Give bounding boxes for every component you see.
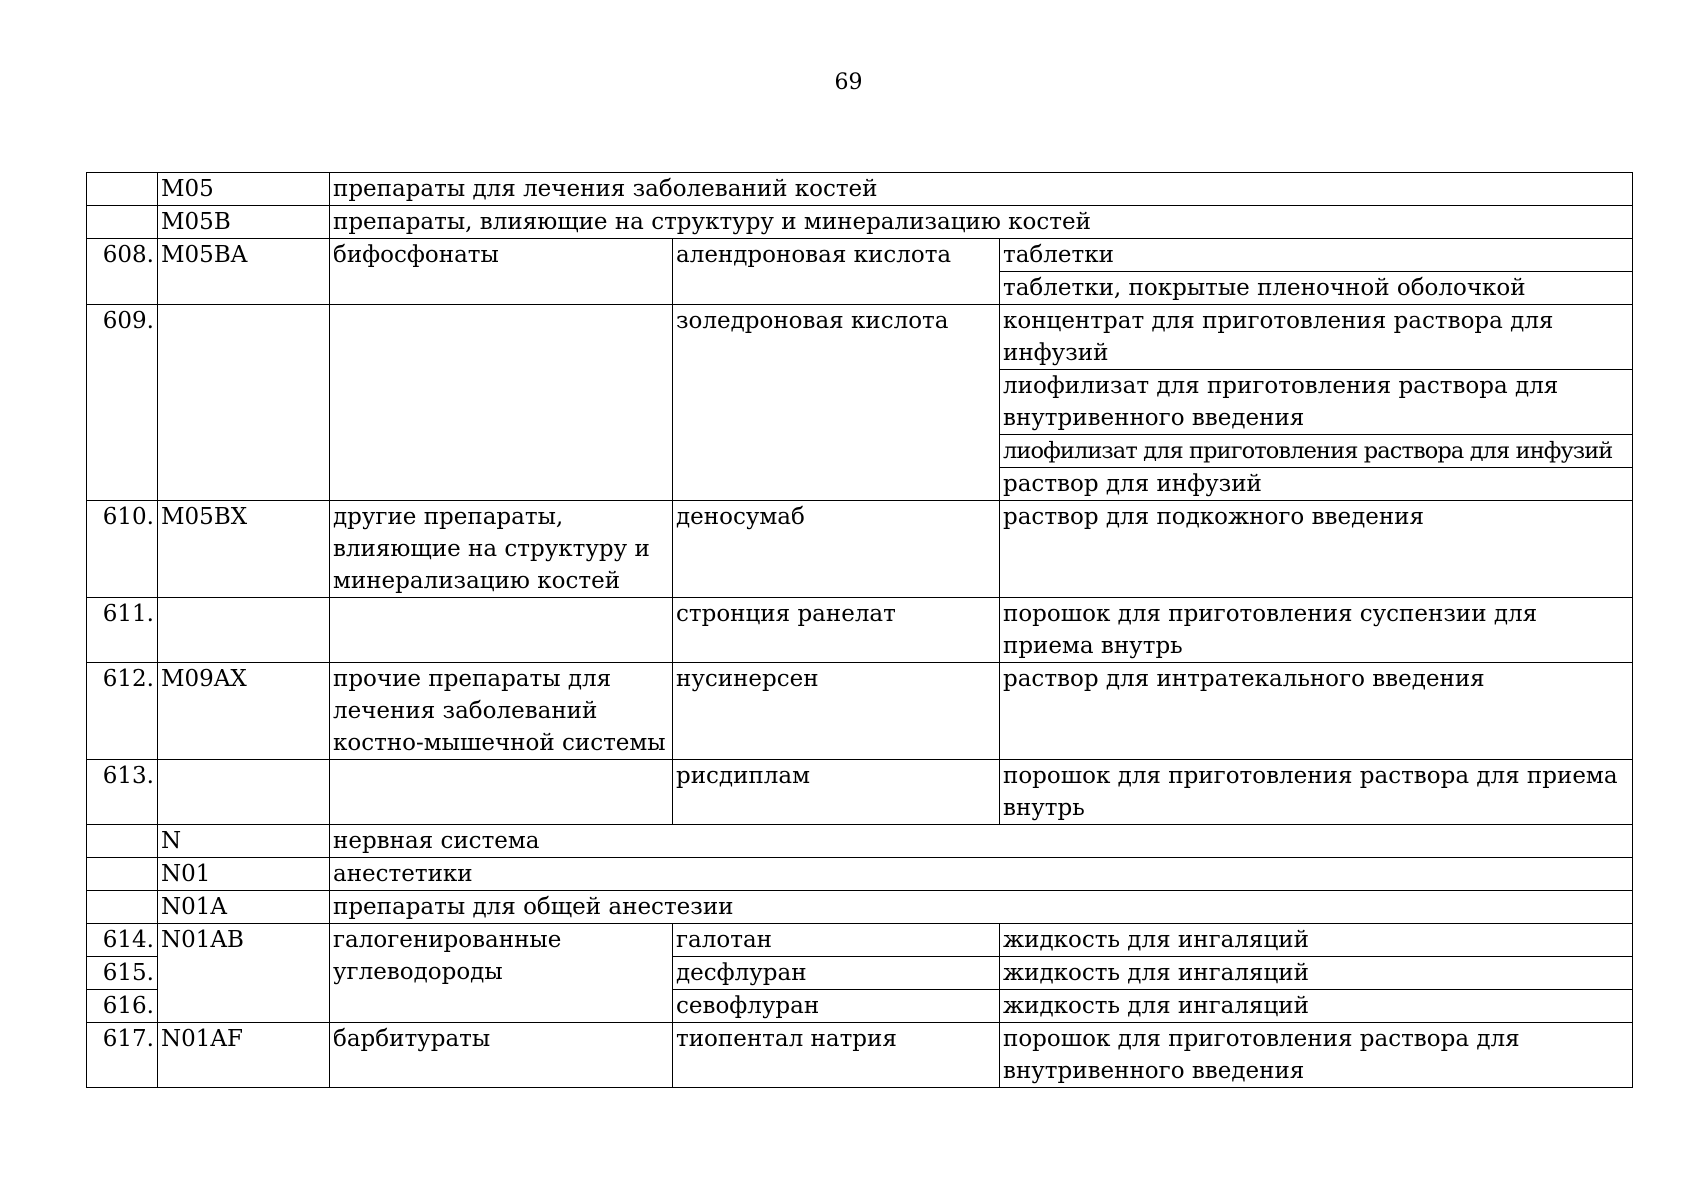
drug-name-cell: алендроновая кислота xyxy=(673,239,1000,305)
drug-name-cell: десфлуран xyxy=(673,957,1000,990)
row-number-cell xyxy=(87,891,158,924)
row-number-cell xyxy=(87,858,158,891)
drug-name-cell: рисдиплам xyxy=(673,760,1000,825)
medication-table xyxy=(86,172,1633,1088)
row-number-cell: 614. xyxy=(87,924,158,957)
dosage-form-cell: таблетки xyxy=(1000,239,1633,272)
drug-name-cell: севофлуран xyxy=(673,990,1000,1023)
table-row xyxy=(87,598,1633,663)
drug-name-cell: деносумаб xyxy=(673,501,1000,598)
table-row xyxy=(87,924,1633,957)
atc-code-cell xyxy=(158,305,330,501)
dosage-form-cell: лиофилизат для приготовления раствора для инфузий xyxy=(1000,435,1633,468)
row-number-cell: 611. xyxy=(87,598,158,663)
group-cell xyxy=(330,598,673,663)
group-cell: нервная система xyxy=(330,825,1633,858)
atc-code-cell: M05BX xyxy=(158,501,330,598)
row-number-cell: 610. xyxy=(87,501,158,598)
atc-code-cell: M05 xyxy=(158,173,330,206)
dosage-form-cell: порошок для приготовления раствора для внутривенного введения xyxy=(1000,1023,1633,1088)
atc-code-cell: N01 xyxy=(158,858,330,891)
row-number-cell xyxy=(87,173,158,206)
group-cell: анестетики xyxy=(330,858,1633,891)
atc-code-cell: M09AX xyxy=(158,663,330,760)
atc-code-cell: M05BA xyxy=(158,239,330,305)
group-cell: другие препараты, влияющие на структуру и минерализацию костей xyxy=(330,501,673,598)
table-row xyxy=(87,891,1633,924)
dosage-form-cell: жидкость для ингаляций xyxy=(1000,990,1633,1023)
group-cell xyxy=(330,305,673,501)
dosage-form-cell: раствор для инфузий xyxy=(1000,468,1633,501)
row-number-cell: 615. xyxy=(87,957,158,990)
dosage-form-cell: раствор для подкожного введения xyxy=(1000,501,1633,598)
atc-code-cell: N01AF xyxy=(158,1023,330,1088)
table-row xyxy=(87,825,1633,858)
drug-name-cell: галотан xyxy=(673,924,1000,957)
group-cell: прочие препараты для лечения заболеваний костно-мышечной системы xyxy=(330,663,673,760)
dosage-form-cell: концентрат для приготовления раствора для инфузий xyxy=(1000,305,1633,370)
group-cell: препараты для общей анестезии xyxy=(330,891,1633,924)
dosage-form-cell: таблетки, покрытые пленочной оболочкой xyxy=(1000,272,1633,305)
drug-name-cell: тиопентал натрия xyxy=(673,1023,1000,1088)
atc-code-cell xyxy=(158,760,330,825)
dosage-form-cell: раствор для интратекального введения xyxy=(1000,663,1633,760)
page-number: 69 xyxy=(834,70,863,95)
group-cell: бифосфонаты xyxy=(330,239,673,305)
drug-name-cell: стронция ранелат xyxy=(673,598,1000,663)
atc-code-cell: N01A xyxy=(158,891,330,924)
row-number-cell: 616. xyxy=(87,990,158,1023)
dosage-form-cell: порошок для приготовления суспензии для приема внутрь xyxy=(1000,598,1633,663)
row-number-cell: 609. xyxy=(87,305,158,501)
dosage-form-cell: жидкость для ингаляций xyxy=(1000,957,1633,990)
table-row xyxy=(87,858,1633,891)
table-row xyxy=(87,1023,1633,1088)
row-number-cell: 613. xyxy=(87,760,158,825)
group-cell: барбитураты xyxy=(330,1023,673,1088)
group-cell: галогенированные углеводороды xyxy=(330,924,673,1023)
row-number-cell xyxy=(87,825,158,858)
table-row xyxy=(87,206,1633,239)
dosage-form-cell: лиофилизат для приготовления раствора для внутривенного введения xyxy=(1000,370,1633,435)
table-row xyxy=(87,239,1633,272)
atc-code-cell: N xyxy=(158,825,330,858)
row-number-cell: 617. xyxy=(87,1023,158,1088)
drug-name-cell: золедроновая кислота xyxy=(673,305,1000,501)
table-row xyxy=(87,663,1633,760)
atc-code-cell: N01AB xyxy=(158,924,330,1023)
atc-code-cell xyxy=(158,598,330,663)
row-number-cell xyxy=(87,206,158,239)
atc-code-cell: M05B xyxy=(158,206,330,239)
group-cell: препараты, влияющие на структуру и минерализацию костей xyxy=(330,206,1633,239)
row-number-cell: 608. xyxy=(87,239,158,305)
row-number-cell: 612. xyxy=(87,663,158,760)
table-row xyxy=(87,305,1633,370)
table-row xyxy=(87,760,1633,825)
drug-name-cell: нусинерсен xyxy=(673,663,1000,760)
table-row xyxy=(87,501,1633,598)
dosage-form-cell: порошок для приготовления раствора для приема внутрь xyxy=(1000,760,1633,825)
group-cell xyxy=(330,760,673,825)
table-row xyxy=(87,173,1633,206)
group-cell: препараты для лечения заболеваний костей xyxy=(330,173,1633,206)
dosage-form-cell: жидкость для ингаляций xyxy=(1000,924,1633,957)
